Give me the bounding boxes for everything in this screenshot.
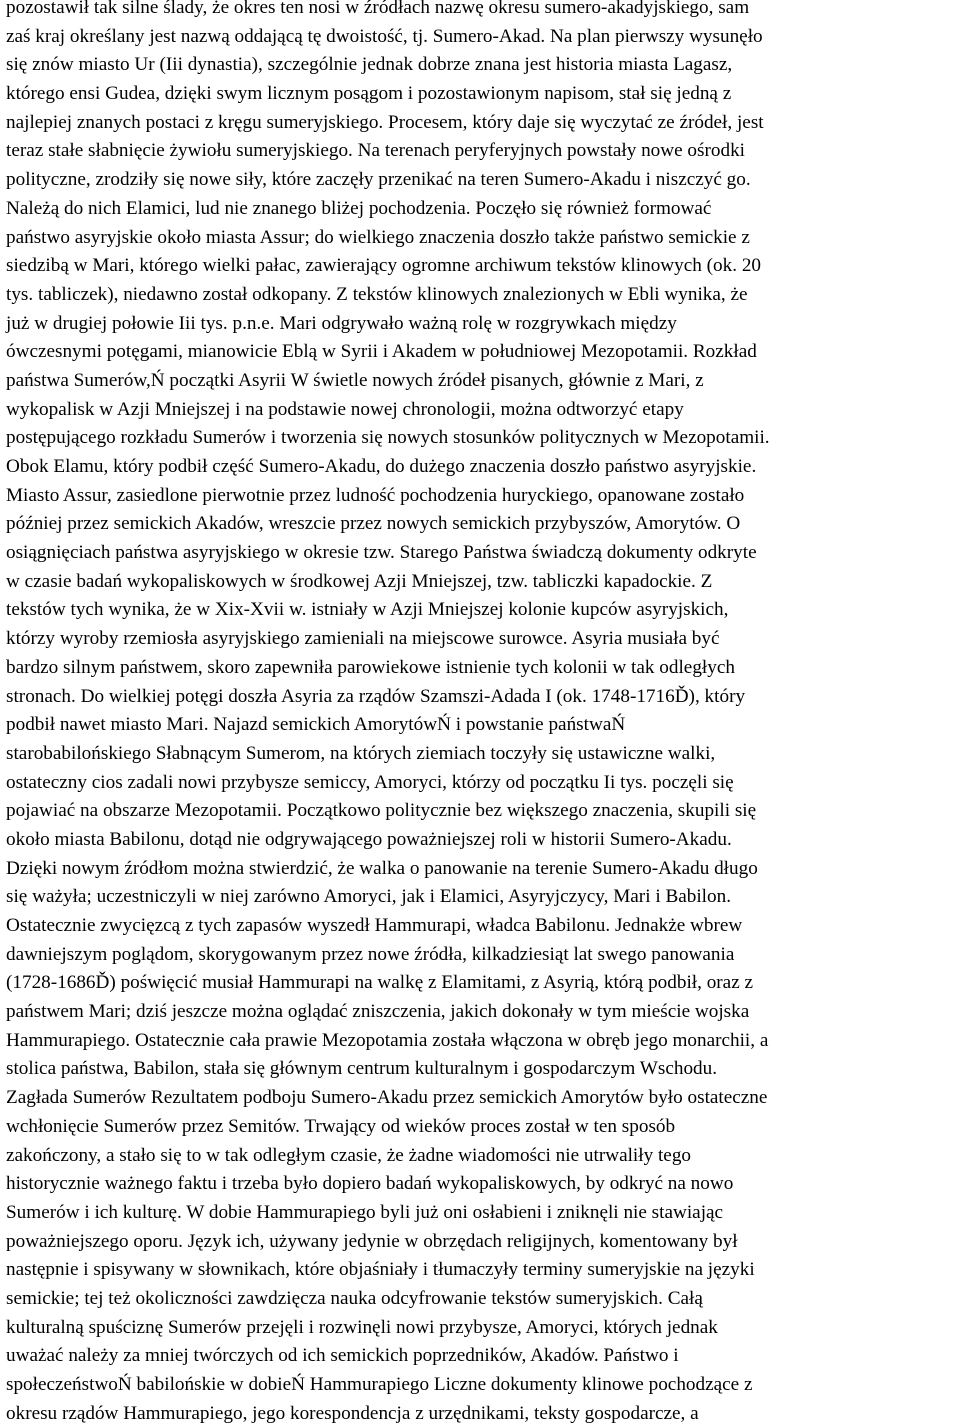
text-line: siedzibą w Mari, którego wielki pałac, zawierający ogromne archiwum tekstów klinowych (ok. 20 bbox=[6, 255, 762, 277]
text-line: (1728-1686Ď) poświęcić musiał Hammurapi na walkę z Elamitami, z Asyrią, którą podbił, oraz z bbox=[6, 972, 754, 994]
text-line: kulturalną spuściznę Sumerów przejęli i rozwinęli nowi przybysze, Amoryci, których jednak bbox=[6, 1316, 718, 1338]
text-line: stronach. Do wielkiej potęgi doszła Asyria za rządów Szamszi-Adada I (ok. 1748-1716Ď), który bbox=[6, 685, 746, 707]
text-line: Hammurapiego. Ostatecznie cała prawie Mezopotamia została włączona w obręb jego monarchii, a bbox=[6, 1029, 769, 1051]
text-line: państwa Sumerów,Ń początki Asyrii W świetle nowych źródeł pisanych, głównie z Mari, z bbox=[6, 369, 704, 391]
text-line: starobabilońskiego Słabnącym Sumerom, na których ziemiach toczyły się ustawiczne walki, bbox=[6, 742, 716, 764]
text-line: historycznie ważnego faktu i trzeba było dopiero badań wykopaliskowych, by odkryć na nowo bbox=[6, 1173, 734, 1195]
text-line: Sumerów i ich kulturę. W dobie Hammurapiego byli już oni osłabieni i zniknęli nie stawiając bbox=[6, 1201, 724, 1223]
text-line: pozostawił tak silne ślady, że okres ten nosi w źródłach nazwę okresu sumero-akadyjskiego, sam bbox=[6, 0, 750, 18]
text-line: już w drugiej połowie Iii tys. p.n.e. Mari odgrywało ważną rolę w rozgrywkach między bbox=[6, 312, 677, 334]
text-line: ówczesnymi potęgami, mianowicie Eblą w Syrii i Akadem w południowej Mezopotamii. Rozkład bbox=[6, 341, 757, 363]
text-line: następnie i spisywany w słownikach, które objaśniały i tłumaczyły terminy sumeryjskie na języki bbox=[6, 1259, 755, 1281]
text-line: zakończony, a stało się to w tak odległym czasie, że żadne wiadomości nie utrwaliły tego bbox=[6, 1144, 692, 1166]
text-line: polityczne, zrodziły się nowe siły, które zaczęły przenikać na teren Sumero-Akadu i niszczyć go. bbox=[6, 169, 751, 191]
text-line: pojawiać na obszarze Mezopotamii. Początkowo politycznie bez większego znaczenia, skupili się bbox=[6, 800, 757, 822]
text-line: Ostatecznie zwycięzcą z tych zapasów wyszedł Hammurapi, władca Babilonu. Jednakże wbrew bbox=[6, 915, 743, 936]
text-line: bardzo silnym państwem, skoro zapewniła parowiekowe istnienie tych kolonii w tak odległych bbox=[6, 656, 735, 678]
text-line: dawniejszym poglądom, skorygowanym przez nowe źródła, kilkadziesiąt lat swego panowania bbox=[6, 943, 735, 965]
text-line: podbił nawet miasto Mari. Najazd semickich AmorytówŃ i powstanie państwaŃ bbox=[6, 714, 626, 736]
text-line: w czasie badań wykopaliskowych w środkowej Azji Mniejszej, tzw. tabliczki kapadockie. Z bbox=[6, 570, 713, 592]
text-line: wchłonięcie Sumerów przez Semitów. Trwający od wieków proces został w ten sposób bbox=[6, 1115, 676, 1137]
text-line: Obok Elamu, który podbił część Sumero-Akadu, do dużego znaczenia doszło państwo asyryjskie. bbox=[6, 456, 757, 477]
text-line: którego ensi Gudea, dzięki swym licznym posągom i pozostawionym napisom, stał się jedną z bbox=[6, 83, 732, 105]
text-line: tekstów tych wynika, że w Xix-Xvii w. istniały w Azji Mniejszej kolonie kupców asyryjskich, bbox=[6, 599, 729, 621]
text-line: tys. tabliczek), niedawno został odkopany. Z tekstów klinowych znalezionych w Ebli wynika, że bbox=[6, 283, 748, 305]
text-line: osiągnięciach państwa asyryjskiego w okresie tzw. Starego Państwa świadczą dokumenty odkryte bbox=[6, 542, 757, 564]
text-line: państwo asyryjskie około miasta Assur; do wielkiego znaczenia doszło także państwo semickie z bbox=[6, 226, 750, 248]
text-line: Dzięki nowym źródłom można stwierdzić, że walka o panowanie na terenie Sumero-Akadu długo bbox=[6, 857, 758, 879]
text-line: później przez semickich Akadów, wreszcie przez nowych semickich przybyszów, Amorytów. O bbox=[6, 513, 741, 535]
text-line: Należą do nich Elamici, lud nie znanego bliżej pochodzenia. Poczęło się również formować bbox=[6, 197, 712, 219]
text-line: którzy wyroby rzemiosła asyryjskiego zamieniali na miejscowe surowce. Asyria musiała być bbox=[6, 628, 720, 650]
text-line: postępującego rozkładu Sumerów i tworzenia się nowych stosunków politycznych w Mezopotamii. bbox=[6, 427, 770, 449]
text-line: stolica państwa, Babilon, stała się głównym centrum kulturalnym i gospodarczym Wschodu. bbox=[6, 1058, 718, 1080]
text-line: Miasto Assur, zasiedlone pierwotnie przez ludność pochodzenia huryckiego, opanowane zostało bbox=[6, 484, 745, 506]
text-line: ostateczny cios zadali nowi przybysze semiccy, Amoryci, którzy od początku Ii tys. poczęli się bbox=[6, 771, 734, 793]
text-line: okresu rządów Hammurapiego, jego korespondencja z urzędnikami, teksty gospodarcze, a bbox=[6, 1402, 699, 1424]
text-line: semickie; tej też okoliczności zawdzięcza nauka odcyfrowanie tekstów sumeryjskich. Całą bbox=[6, 1287, 703, 1309]
text-line: teraz stałe słabnięcie żywiołu sumeryjskiego. Na terenach peryferyjnych powstały nowe ośrodki bbox=[6, 140, 745, 162]
text-line: poważniejszego oporu. Język ich, używany jedynie w obrzędach religijnych, komentowany był bbox=[6, 1230, 738, 1252]
text-line: uważać należy za mniej twórczych od ich semickich poprzedników, Akadów. Państwo i bbox=[6, 1345, 679, 1367]
text-line: społeczeństwoŃ babilońskie w dobieŃ Hammurapiego Liczne dokumenty klinowe pochodzące z bbox=[6, 1374, 753, 1395]
text-line: się znów miasto Ur (Iii dynastia), szczególnie jednak dobrze znana jest historia miasta Lagasz, bbox=[6, 54, 733, 76]
text-line: się ważyła; uczestniczyli w niej zarówno Amoryci, jak i Elamici, Asyryjczycy, Mari i Babilon. bbox=[6, 886, 732, 908]
text-line: wykopalisk w Azji Mniejszej i na podstawie nowej chronologii, można odtworzyć etapy bbox=[6, 398, 684, 420]
text-line: państwem Mari; dziś jeszcze można oglądać zniszczenia, jakich dokonały w tym mieście wojska bbox=[6, 1001, 750, 1023]
text-line: zaś kraj określany jest nazwą oddającą tę dwoistość, tj. Sumero-Akad. Na plan pierwszy wysunęło bbox=[6, 25, 763, 47]
text-line: Zagłada Sumerów Rezultatem podboju Sumero-Akadu przez semickich Amorytów było ostateczne bbox=[6, 1087, 768, 1109]
text-line: najlepiej znanych postaci z kręgu sumeryjskiego. Procesem, który daje się wyczytać ze źródeł, jest bbox=[6, 111, 764, 133]
text-line: około miasta Babilonu, dotąd nie odgrywającego poważniejszej roli w historii Sumero-Akadu. bbox=[6, 828, 732, 850]
